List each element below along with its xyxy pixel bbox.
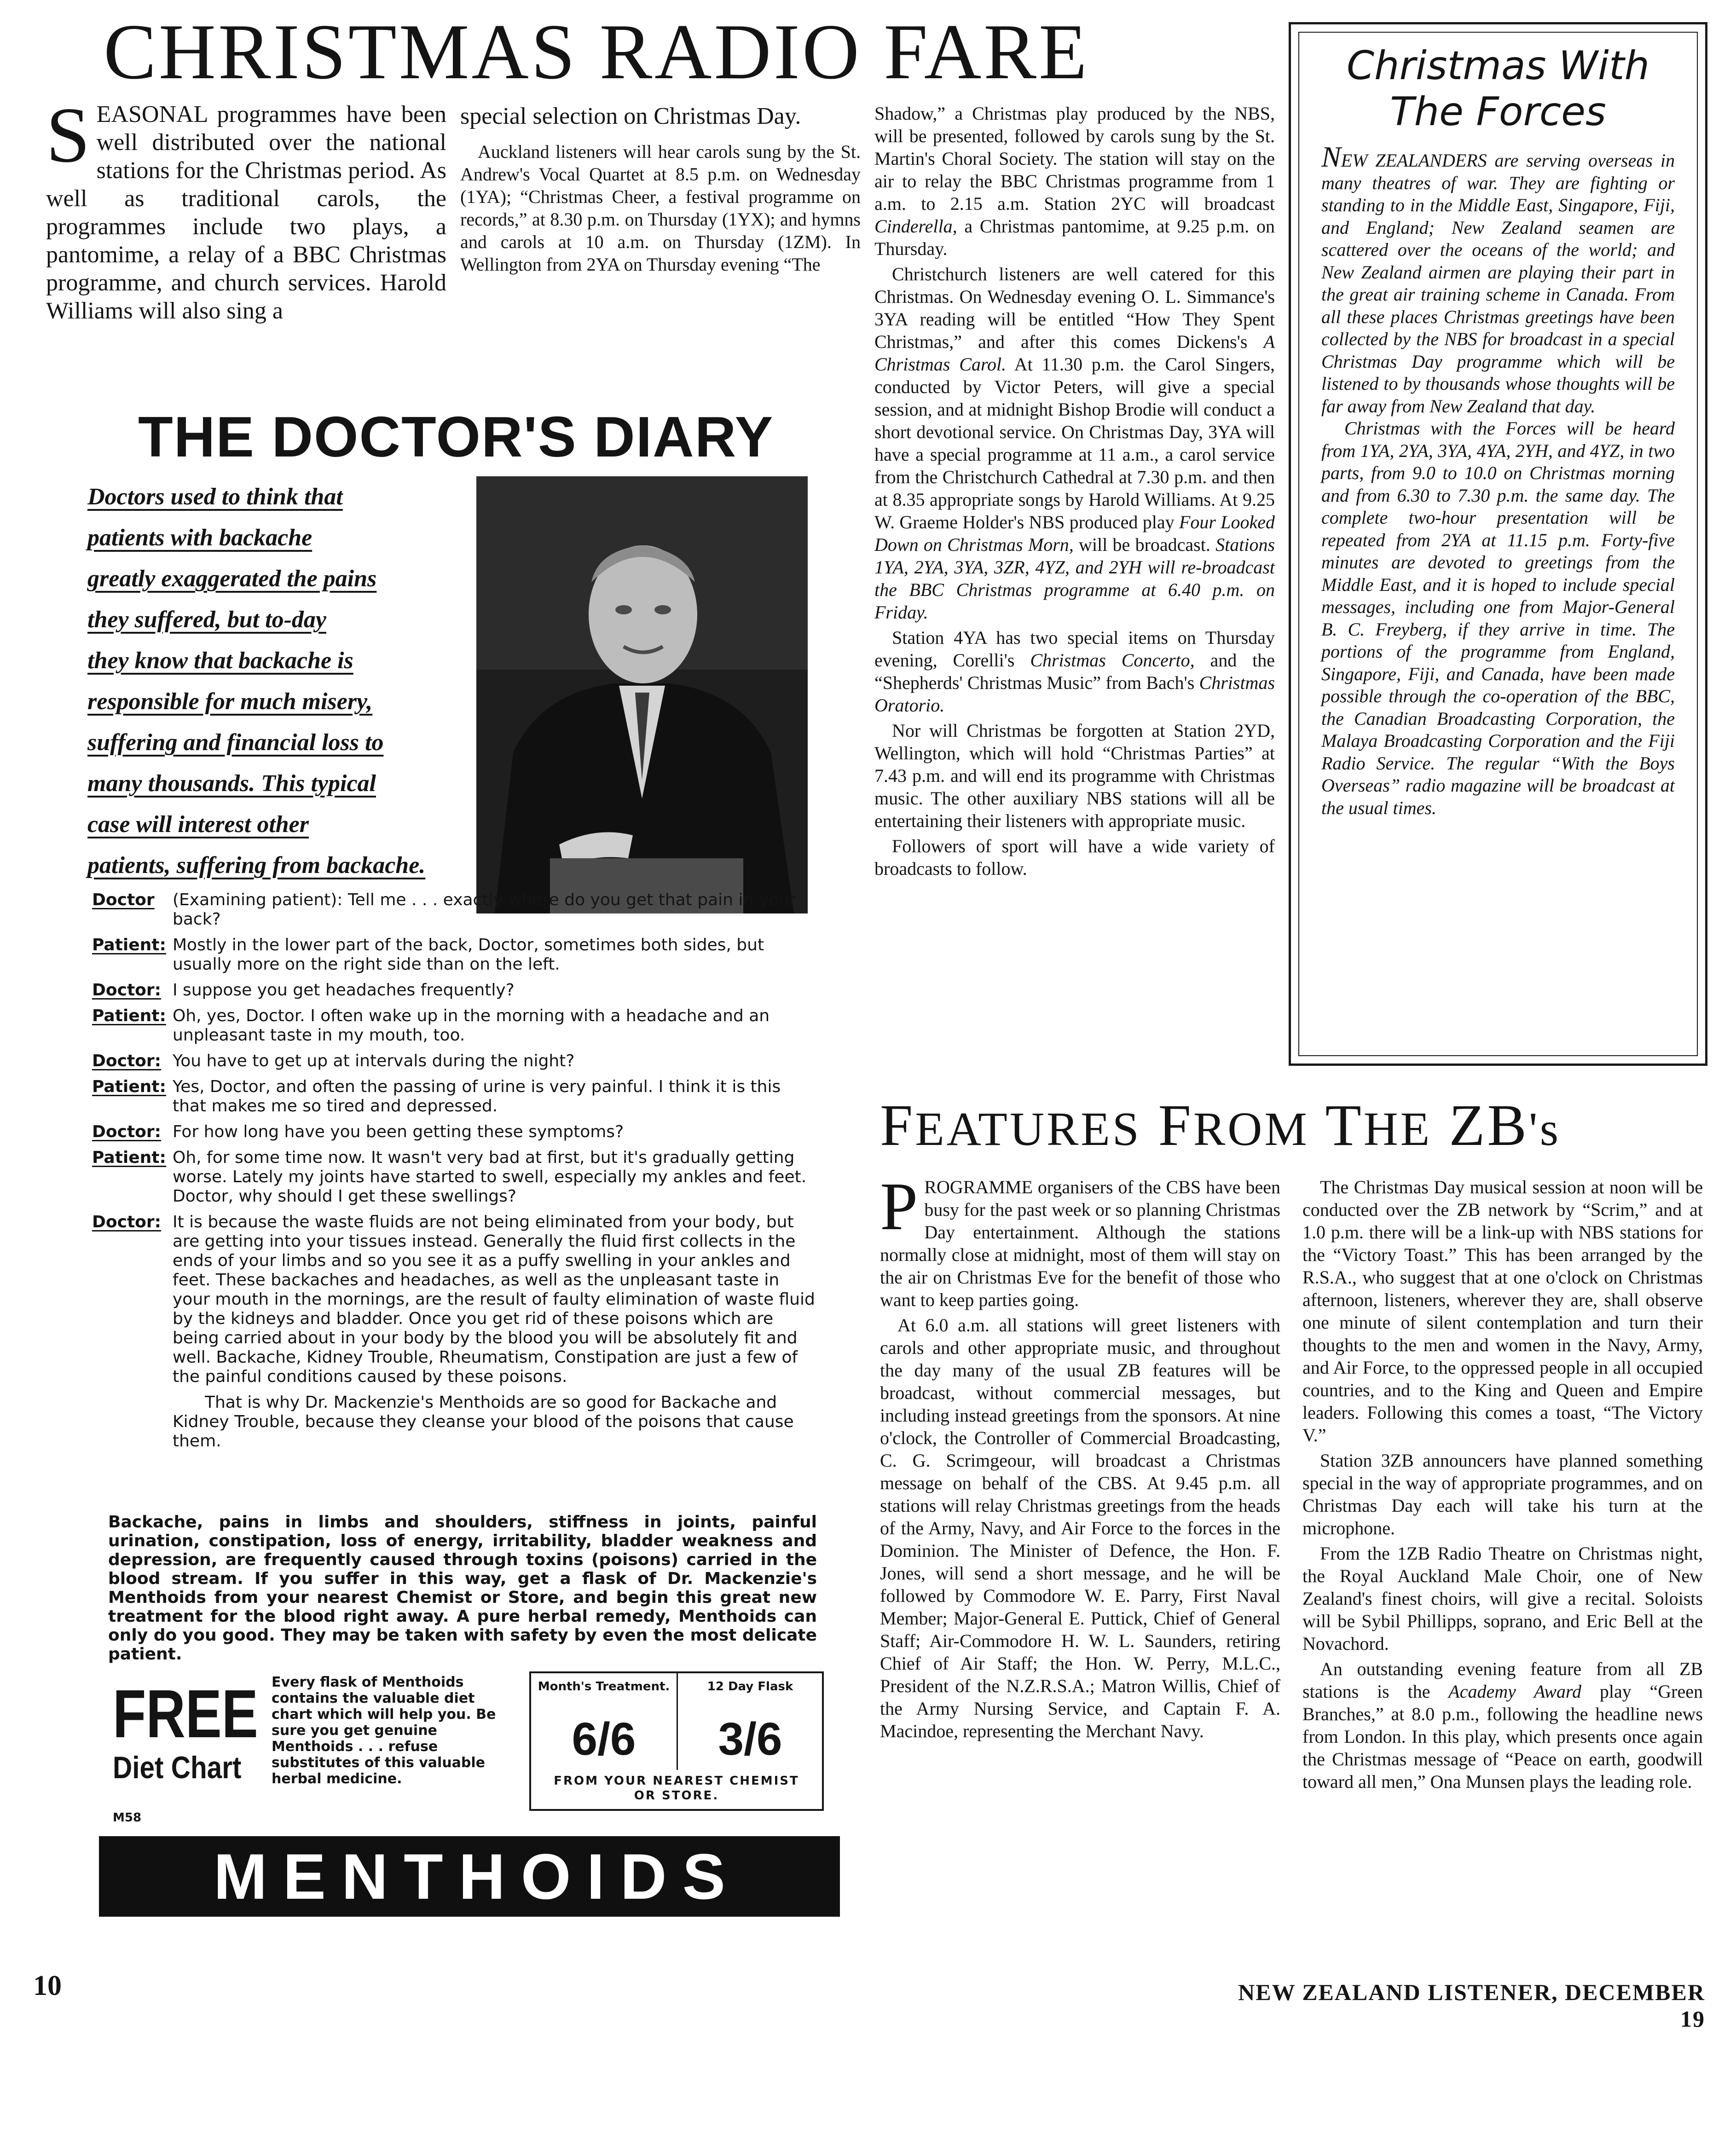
doctor-portrait-photo	[476, 476, 808, 913]
pull-quote	[87, 476, 469, 886]
paragraph: Followers of sport will have a wide variety of broadcasts to follow.	[874, 836, 1275, 879]
dialogue-row	[92, 1006, 819, 1045]
price-1-label: Month's Treatment.	[538, 1680, 670, 1694]
dialogue-row	[92, 890, 819, 929]
dialogue-row	[92, 1148, 819, 1206]
paragraph: Station 4YA has two special items on Thursday evening, Corelli's Christmas Concerto, and the “Shepherds' Christmas Music” from Bach's Christmas Oratorio.	[874, 627, 1275, 716]
radio-fare-column-1	[46, 92, 446, 325]
dialogue-row	[92, 1077, 819, 1116]
dialogue-conclusion: That is why Dr. Mackenzie's Menthoids are so good for Backache and Kidney Trouble, because they cleanse your blood of the poisons that cause them.	[173, 1393, 794, 1451]
diet-chart-offer: Every flask of Menthoids contains the valuable diet chart which will help you. Be sure you get genuine Menthoids . . . refuse substitutes of this valuable herbal medicine.	[272, 1674, 496, 1787]
dialogue-row	[92, 1052, 819, 1071]
radio-fare-column-3	[874, 102, 1275, 883]
speaker-label: Doctor:	[92, 1213, 162, 1231]
main-title: CHRISTMAS RADIO FARE	[104, 8, 1089, 96]
zb-features-title: FEATURES FROM THE ZB's	[880, 1092, 1561, 1158]
stockist-note: FROM YOUR NEAREST CHEMIST OR STORE.	[554, 1774, 799, 1803]
speaker-label: Doctor	[92, 890, 155, 909]
zb-column-1	[880, 1169, 1280, 1745]
pull-quote-line: case will interest other	[87, 811, 309, 838]
forces-body	[1321, 140, 1675, 819]
paragraph: Shadow,” a Christmas play produced by the NBS, will be presented, followed by carols sung by the St. Martin's Choral Society. The station will stay on the air to relay the BBC Christmas programme from 1 a.m. to 2.15 a.m. Station 2YC will broadcast Cinderella, a Christmas pantomime, at 9.25 p.m. on Thursday.	[874, 103, 1275, 259]
paragraph: An outstanding evening feature from all ZB stations is the Academy Award play “Green Branches,” at 8.0 p.m., following the headline news from London. In this play, which presents once again the Christmas message of “Peace on earth, goodwill toward all men,” Ona Munsen plays the leading role.	[1302, 1659, 1703, 1792]
dialogue-text: Mostly in the lower part of the back, Doctor, sometimes both sides, but usually more on the right side than on the left.	[173, 936, 764, 974]
price-divider	[677, 1673, 678, 1770]
dialogue-row	[92, 981, 819, 1000]
page-number: 10	[33, 1970, 62, 2001]
speaker-label: Patient:	[92, 1148, 166, 1167]
pull-quote-line: patients with backache	[87, 525, 312, 551]
pull-quote-line: they suffered, but to-day	[87, 607, 326, 633]
pull-quote-line: suffering and financial loss to	[87, 729, 384, 756]
pull-quote-line: they know that backache is	[87, 647, 353, 674]
price-box	[529, 1671, 824, 1811]
speaker-label: Doctor:	[92, 981, 162, 1000]
publication-footer: NEW ZEALAND LISTENER, DECEMBER 19	[1238, 1979, 1705, 2032]
forces-box-inner-border	[1298, 32, 1698, 1056]
speaker-label: Patient:	[92, 1006, 166, 1025]
paragraph: Auckland listeners will hear carols sung by the St. Andrew's Vocal Quartet at 8.5 p.m. on Wednesday (1YA); “Christmas Cheer, a festival programme on records,” at 8.30 p.m. on Thursday (1YX); and hymns and carols at 10 a.m. on Thursday (1ZM). In Wellington from 2YA on Thursday evening “The	[460, 141, 861, 275]
dialogue-text: For how long have you been getting these symptoms?	[173, 1122, 624, 1141]
paragraph: special selection on Christmas Day.	[460, 103, 801, 129]
pull-quote-line: many thousands. This typical	[87, 770, 376, 797]
brand-name: MENTHOIDS	[214, 1840, 741, 1913]
dialogue-row	[92, 1213, 819, 1387]
dialogue-text: I suppose you get headaches frequently?	[173, 981, 515, 1000]
price-1-value: 6/6	[572, 1713, 636, 1765]
radio-fare-intro: EASONAL programmes have been well distributed over the national stations for the Christmas period. As well as traditional carols, the programmes include two plays, a pantomime, a relay of a BBC Christmas programme, and church services. Harold Williams will also sing a	[46, 101, 446, 324]
pull-quote-line: greatly exaggerated the pains	[87, 566, 377, 592]
paragraph: The Christmas Day musical session at noon will be conducted over the ZB network by “Scrim,” and at 1.0 p.m. there will be a link-up with NBS stations for the “Victory Toast.” This has been arranged by the R.S.A., who suggest that at one o'clock on Christmas afternoon, listeners, wherever they are, shall observe one minute of silent contemplation and turn their thoughts to the men and women in the Navy, Army, and Air Force, to the oppressed people in all occupied countries, and to the King and Queen and Empire leaders. Following this comes a toast, “The Victory V.”	[1302, 1177, 1703, 1445]
pull-quote-line: patients, suffering from backache.	[87, 852, 426, 879]
menthoids-summary: Backache, pains in limbs and shoulders, stiffness in joints, painful urination, constipation, loss of energy, irritability, bladder weakness and depression, are frequently caused through toxins (poisons) carried in the blood stream. If you suffer in this way, get a flask of Dr. Mackenzie's Menthoids from your nearest Chemist or Store, and begin this great new treatment for the blood right away. A pure herbal remedy, Menthoids can only do you good. They may be taken with safety by even the most delicate patient.	[108, 1513, 817, 1664]
dialogue-text: Oh, for some time now. It wasn't very bad at first, but it's gradually getting worse. Lately my joints have started to swell, especially my ankles and feet. Doctor, why should I get these swellings?	[173, 1148, 807, 1206]
menthoids-banner	[99, 1836, 840, 1917]
drop-cap: S	[46, 92, 90, 179]
paragraph: At 6.0 a.m. all stations will greet listeners with carols and other appropriate music, and throughout the day many of the usual ZB features will be broadcast, without commercial messages, but including instead greetings from the sponsors. At nine o'clock, the Controller of Commercial Broadcasting, C. G. Scrimgeour, will broadcast a Christmas message on behalf of the CBS. At 9.45 p.m. all stations will relay Christmas greetings from the heads of the Army, Navy, and Air Force to the forces in the Dominion. The Minister of Defence, the Hon. F. Jones, will send a short message, and he will be followed by Commodore W. E. Parry, First Naval Member; Major-General E. Puttick, Chief of General Staff; Air-Commodore H. W. L. Saunders, retiring Chief of Air Staff; the Hon. W. Perry, M.L.C., President of the N.Z.R.S.A.; Matron Willis, Chief of the Army Nursing Service, and Captain F. A. Macindoe, representing the Merchant Navy.	[880, 1315, 1280, 1741]
portrait-illustration	[476, 476, 808, 913]
forces-box	[1289, 22, 1707, 1066]
speaker-label: Doctor:	[92, 1052, 162, 1070]
diet-chart-label: Diet Chart	[113, 1750, 242, 1785]
dialogue-text: Oh, yes, Doctor. I often wake up in the morning with a headache and an unpleasant taste in my mouth, too.	[173, 1006, 770, 1045]
radio-fare-column-2	[460, 102, 861, 278]
dialogue-text: You have to get up at intervals during the night?	[173, 1052, 575, 1070]
dialogue-text: (Examining patient): Tell me . . . exactly where do you get that pain in your back?	[173, 890, 796, 929]
dialogue-row	[92, 1122, 819, 1142]
paragraph: Christmas with the Forces will be heard from 1YA, 2YA, 3YA, 4YA, 2YH, and 4YZ, in two parts, from 9.0 to 10.0 on Christmas morning and from 6.30 to 7.30 p.m. the same day. The complete two-hour presentation will be repeated from 2YA at 11.15 p.m. Forty-five minutes are devoted to greetings from the Middle East, and it is hoped to include special messages, including one from Major-General B. C. Freyberg, if they arrive in time. The portions of the programme from England, Singapore, Fiji, and Canada, have been made possible through the co-operation of the BBC, the Canadian Broadcasting Corporation, the Malaya Broadcasting Corporation and the Fiji Radio Service. The regular “With the Boys Overseas” radio magazine will be broadcast at the usual times.	[1321, 418, 1675, 818]
speaker-label: Patient:	[92, 936, 166, 954]
pull-quote-line: Doctors used to think that	[87, 484, 343, 510]
paragraph: Nor will Christmas be forgotten at Station 2YD, Wellington, which will hold “Christmas Parties” at 7.43 p.m. and will end its programme with Christmas music. The other auxiliary NBS stations will all be entertaining their listeners with appropriate music.	[874, 720, 1275, 831]
price-2-value: 3/6	[718, 1713, 782, 1765]
doctors-diary-title: THE DOCTOR'S DIARY	[138, 405, 774, 469]
paragraph: PROGRAMME organisers of the CBS have been busy for the past week or so planning Christmas Day entertainment. Although the stations normally close at midnight, most of them will stay on the air on Christmas Eve for the benefit of those who want to keep parties going.	[880, 1169, 1280, 1310]
dialogue-text: It is because the waste fluids are not being eliminated from your body, but are getting into your tissues instead. Generally the fluid first collects in the ends of your limbs and so you see it as a puffy swelling in your ankles and feet. These backaches and headaches, as well as the unpleasant taste in your mouth in the mornings, are the result of faulty elimination of waste fluid by the kidneys and bladder. Once you get rid of these poisons which are being carried about in your body by the blood you will be absolutely fit and well. Backache, Kidney Trouble, Rheumatism, Constipation are just a few of the painful conditions caused by these poisons.	[173, 1213, 815, 1386]
forces-title: Christmas With The Forces	[1346, 43, 1650, 135]
dialogue-text: Yes, Doctor, and often the passing of urine is very painful. I think it is this that makes me so tired and depressed.	[173, 1077, 781, 1116]
ad-code: M58	[113, 1811, 142, 1825]
pull-quote-line: responsible for much misery,	[87, 688, 373, 715]
free-label: FREE	[113, 1676, 258, 1752]
paragraph: From the 1ZB Radio Theatre on Christmas night, the Royal Auckland Male Choir, one of New Zealand's finest choirs, will give a recital. Soloists will be Sybil Phillipps, soprano, and Eric Bell at the Novachord.	[1302, 1543, 1703, 1654]
speaker-label: Doctor:	[92, 1122, 162, 1141]
doctor-patient-dialogue	[92, 890, 819, 1451]
price-2-label: 12 Day Flask	[707, 1680, 793, 1694]
paragraph: NEW ZEALANDERS are serving overseas in many theatres of war. They are fighting or standing to in the Middle East, Singapore, Fiji, and England; New Zealand seamen are scattered over the oceans of the world; and New Zealand airmen are playing their part in the great air training scheme in Canada. From all these places Christmas greetings have been collected by the NBS for broadcast in a special Christmas Day programme which will be listened to by thousands whose thoughts will be far away from New Zealand that day.	[1321, 140, 1675, 416]
paragraph: Station 3ZB announcers have planned something special in the way of appropriate programmes, and on Christmas Day each will take his turn at the microphone.	[1302, 1450, 1703, 1538]
dialogue-row	[92, 936, 819, 974]
zb-column-2	[1302, 1176, 1703, 1796]
paragraph: Christchurch listeners are well catered for this Christmas. On Wednesday evening O. L. Simmance's 3YA reading will be entitled “How They Spent Christmas,” and after this comes Dickens's A Christmas Carol. At 11.30 p.m. the Carol Singers, conducted by Victor Peters, will give a special session, and at midnight Bishop Brodie will conduct a short devotional service. On Christmas Day, 3YA will have a special programme at 11 a.m., a carol service from the Christchurch Cathedral at 7.30 p.m. and then at 8.35 appropriate songs by Harold Williams. At 9.25 W. Graeme Holder's NBS produced play Four Looked Down on Christmas Morn, will be broadcast. Stations 1YA, 2YA, 3YA, 3ZR, 4YZ, and 2YH will re-broadcast the BBC Christmas programme at 6.40 p.m. on Friday.	[874, 264, 1275, 623]
speaker-label: Patient:	[92, 1077, 166, 1096]
